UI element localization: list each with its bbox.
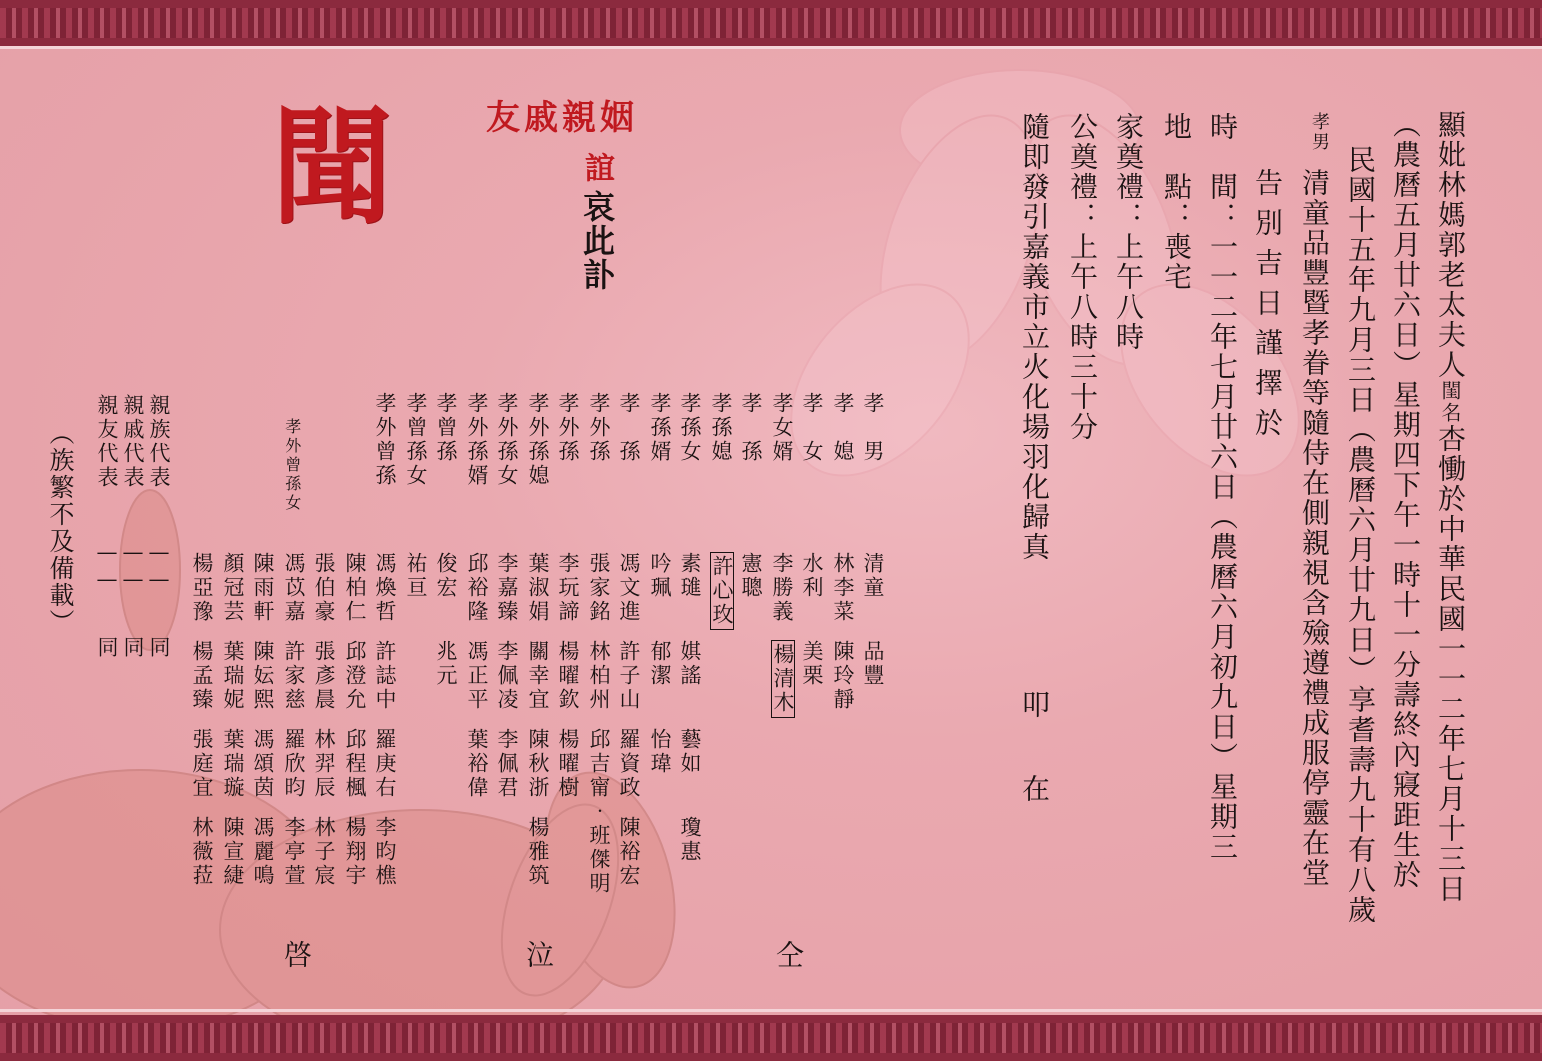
relation-title: 孝 孫 [739,392,764,464]
family-member-name: 馮苡嘉 [282,552,307,624]
family-member-name: 楊曜欽 [556,640,581,712]
family-member-name: 楊清木 [771,640,795,718]
family-member-name: 馮頌茵 [251,728,276,800]
rep-3-dash: —— [95,540,120,594]
family-member-name: 李勝義 [770,552,795,624]
announcement-line-4-label: 孝男 [1309,112,1330,152]
family-member-name: 許家慈 [282,640,307,712]
family-member-name: 楊雅筑 [526,816,551,888]
family-member-name: 楊亞豫 [190,552,215,624]
relation-title: 孝 孫 [617,392,642,464]
family-member-name: 葉瑞璇 [221,728,246,800]
family-member-name: 邱裕隆 [465,552,490,624]
family-member-name: 楊翔宇 [343,816,368,888]
family-member-name: 羅欣昀 [282,728,307,800]
rep-1-tong: 同 [147,636,172,660]
family-member-name: 林柏州 [587,640,612,712]
announcement-line-6: 時 間：一一二年七月廿六日（農曆六月初九日）星期三 [1206,112,1239,862]
relation-title: 孝 女 [800,392,825,464]
family-member-name: 俊宏 [434,552,459,600]
family-member-name: 馮文進 [617,552,642,624]
family-member-name: 許子山 [617,640,642,712]
family-member-name: 陳裕宏 [617,816,642,888]
top-border [0,0,1542,46]
rep-1-dash: —— [147,540,172,594]
family-member-name: 張家銘 [587,552,612,624]
relation-title: 孝孫媳 [709,392,734,464]
family-member-name: 林子宸 [312,816,337,888]
family-member-name: 邱程楓 [343,728,368,800]
family-member-name: 陳秋浙 [526,728,551,800]
family-member-name: 陳妘熙 [251,640,276,712]
bottom-border [0,1015,1542,1061]
family-member-name: 張伯豪 [312,552,337,624]
rep-3: 親友代表 [95,394,120,490]
family-member-name: 陳柏仁 [343,552,368,624]
family-member-name: 藝如 [678,728,703,776]
rep-2-tong: 同 [121,636,146,660]
rep-1: 親族代表 [147,394,172,490]
title-relation: 友戚親姻 [486,98,638,138]
family-member-name: 怡瑋 [648,728,673,776]
family-member-name: 品豐 [861,640,886,688]
relation-title: 孝外孫媳 [526,392,551,488]
rep-3-tong: 同 [95,636,120,660]
sign-kai: 啓 [280,940,313,970]
family-member-name: 葉淑娟 [526,552,551,624]
relation-title: 孝 男 [861,392,886,464]
relation-title: 孝外曾孫 [373,392,398,488]
family-member-name: 吟珮 [648,552,673,600]
family-member-name: 兆元 [434,640,459,688]
family-member-name: 邱吉甯‧班傑明 [587,728,612,896]
family-member-name: 清童 [861,552,886,600]
family-member-name: 李昀樵 [373,816,398,888]
family-member-name: 楊曜樹 [556,728,581,800]
family-member-name: 林羿辰 [312,728,337,800]
announcement-line-9: 公奠禮：上午八時三十分 [1066,112,1099,442]
family-too-many-note: （族繁不及備載） [46,420,75,636]
relation-title: 孝孫婿 [648,392,673,464]
family-member-name: 祐亘 [404,552,429,600]
rep-2: 親戚代表 [121,394,146,490]
title-vertical-1: 誼 [579,152,614,184]
announcement-line-10-end: 叩 在 [1018,690,1051,816]
relation-title: 孝外孫女 [495,392,520,488]
relation-title: 孝曾孫 [434,392,459,464]
rep-2-dash: —— [121,540,146,594]
family-member-name: 娸謠 [678,640,703,688]
family-member-name: 瓊惠 [678,816,703,864]
family-member-name: 許心玫 [710,552,734,630]
announcement-line-8: 家奠禮：上午八時 [1112,112,1145,352]
relation-title: 孝女婿 [770,392,795,464]
title-vertical-2: 哀此訃 [578,190,616,292]
family-member-name: 素璡 [678,552,703,600]
announcement-line-3: 民國十五年九月三日（農曆六月廿九日）享耆壽九十有八歲 [1344,145,1377,925]
family-member-name: 李嘉臻 [495,552,520,624]
family-member-name: 顏冠芸 [221,552,246,624]
family-member-name: 葉瑞妮 [221,640,246,712]
family-member-name: 陳宣緁 [221,816,246,888]
family-member-name: 馮正平 [465,640,490,712]
family-member-name: 許誌中 [373,640,398,712]
family-member-name: 羅庚右 [373,728,398,800]
family-member-name: 李玩諦 [556,552,581,624]
relation-title: 孝曾孫女 [404,392,429,488]
family-member-name: 郁潔 [648,640,673,688]
family-member-name: 李亭萱 [282,816,307,888]
relation-title: 孝外孫 [587,392,612,464]
family-member-name: 關幸宜 [526,640,551,712]
family-member-name: 林李菜 [831,552,856,624]
relation-title: 孝外曾孫女 [282,418,302,513]
family-member-name: 葉裕偉 [465,728,490,800]
announcement-line-5: 告別吉日謹擇於 [1251,168,1284,448]
title-big-character: 聞 [272,93,392,242]
announcement-line-10: 隨即發引嘉義市立火化場羽化歸真 [1018,112,1051,562]
family-member-name: 張庭宜 [190,728,215,800]
family-member-name: 邱澄允 [343,640,368,712]
family-member-name: 林薇菈 [190,816,215,888]
family-member-name: 李佩君 [495,728,520,800]
announcement-line-4: 清童品豐暨孝眷等隨侍在側親視含殮遵禮成服停靈在堂 [1298,168,1331,888]
family-member-name: 楊孟臻 [190,640,215,712]
announcement-line-2: （農曆五月廿六日）星期四下午一時十一分壽終內寢距生於 [1389,110,1422,890]
announcement-line-1: 顯妣林媽郭老太夫人閨名杏慟於中華民國一一二年七月十三日 [1434,110,1467,904]
announcement-line-7: 地 點：喪宅 [1160,112,1193,292]
sign-quan: 仝 [772,940,805,970]
sign-qi: 泣 [522,940,555,970]
family-member-name: 張彥晨 [312,640,337,712]
family-member-name: 馮煥哲 [373,552,398,624]
relation-title: 孝 媳 [831,392,856,464]
relation-title: 孝外孫 [556,392,581,464]
relation-title: 孝外孫婿 [465,392,490,488]
family-member-name: 陳雨軒 [251,552,276,624]
family-member-name: 水利 [800,552,825,600]
family-member-name: 陳玲靜 [831,640,856,712]
family-member-name: 憲聰 [739,552,764,600]
family-member-name: 馮麗鳴 [251,816,276,888]
relation-title: 孝孫女 [678,392,703,464]
family-member-name: 李佩凌 [495,640,520,712]
family-member-name: 美栗 [800,640,825,688]
family-member-name: 羅資政 [617,728,642,800]
